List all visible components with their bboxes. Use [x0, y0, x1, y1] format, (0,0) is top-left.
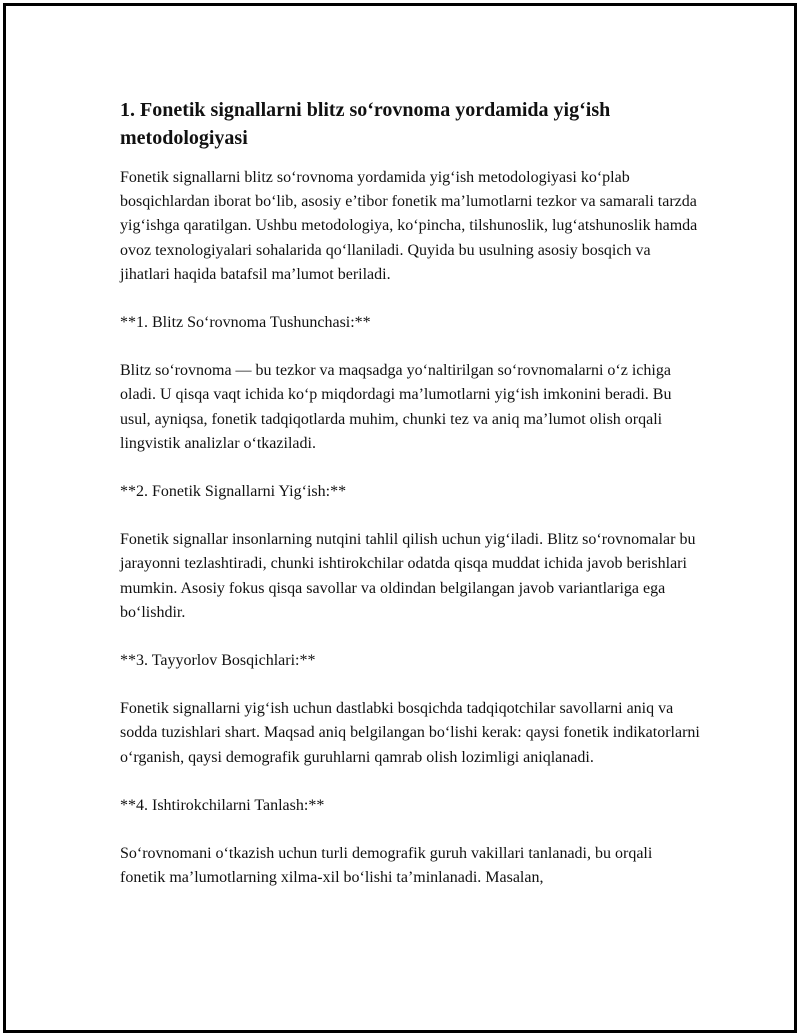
- document-body: [120, 96, 700, 890]
- paragraph-spacer: [120, 456, 700, 480]
- paragraph-spacer: [120, 287, 700, 311]
- section-paragraph-4: So‘rovnomani o‘tkazish uchun turli demografik guruh vakillari tanlanadi, bu orqali fonetik ma’lumotlarning xilma-xil bo‘lishi ta’minlanadi. Masalan,: [120, 845, 653, 887]
- document-title: 1. Fonetik signallarni blitz so‘rovnoma yordamida yig‘ish metodologiyasi: [120, 99, 611, 149]
- section-heading-3: **3. Tayyorlov Bosqichlari:**: [120, 652, 316, 670]
- section-paragraph-2: Fonetik signallar insonlarning nutqini tahlil qilish uchun yig‘iladi. Blitz so‘rovnomalar bu jarayonni tezlashtiradi, chunki ishtirokchilar odatda qisqa muddat ichida javob berishlari mumkin. Asosiy fokus qisqa savollar va oldindan belgilangan javob variantlariga ega bo‘lishdir.: [120, 531, 696, 621]
- paragraph-spacer: [120, 818, 700, 842]
- paragraph-spacer: [120, 770, 700, 794]
- paragraph-spacer: [120, 673, 700, 697]
- section-paragraph-1: Blitz so‘rovnoma — bu tezkor va maqsadga yo‘naltirilgan so‘rovnomalarni o‘z ichiga oladi. U qisqa vaqt ichida ko‘p miqdordagi ma’lumotlarni yig‘ish imkonini beradi. Bu usul, ayniqsa, fonetik tadqiqotlarda muhim, chunki tez va aniq ma’lumot olish orqali lingvistik analizlar o‘tkaziladi.: [120, 362, 672, 452]
- section-heading-1: **1. Blitz So‘rovnoma Tushunchasi:**: [120, 314, 371, 332]
- section-paragraph-3: Fonetik signallarni yig‘ish uchun dastlabki bosqichda tadqiqotchilar savollarni aniq va sodda tuzishlari shart. Maqsad aniq belgilangan bo‘lishi kerak: qaysi fonetik indikatorlarni o‘rganish, qaysi demografik guruhlarni qamrab olish lozimligi aniqlanadi.: [120, 700, 700, 766]
- paragraph-spacer: [120, 335, 700, 359]
- section-heading-4: **4. Ishtirokchilarni Tanlash:**: [120, 796, 325, 814]
- section-heading-2: **2. Fonetik Signallarni Yig‘ish:**: [120, 483, 347, 501]
- document-page: [3, 3, 797, 1033]
- paragraph-spacer: [120, 504, 700, 528]
- intro-paragraph: Fonetik signallarni blitz so‘rovnoma yordamida yig‘ish metodologiyasi ko‘plab bosqichlardan iborat bo‘lib, asosiy e’tibor fonetik ma’lumotlarni tezkor va samarali tarzda yig‘ishga qaratilgan. Ushbu metodologiya, ko‘pincha, tilshunoslik, lug‘atshunoslik hamda ovoz texnologiyalari sohalarida qo‘llaniladi. Quyida bu usulning asosiy bosqich va jihatlari haqida batafsil ma’lumot beriladi.: [120, 169, 698, 283]
- paragraph-spacer: [120, 625, 700, 649]
